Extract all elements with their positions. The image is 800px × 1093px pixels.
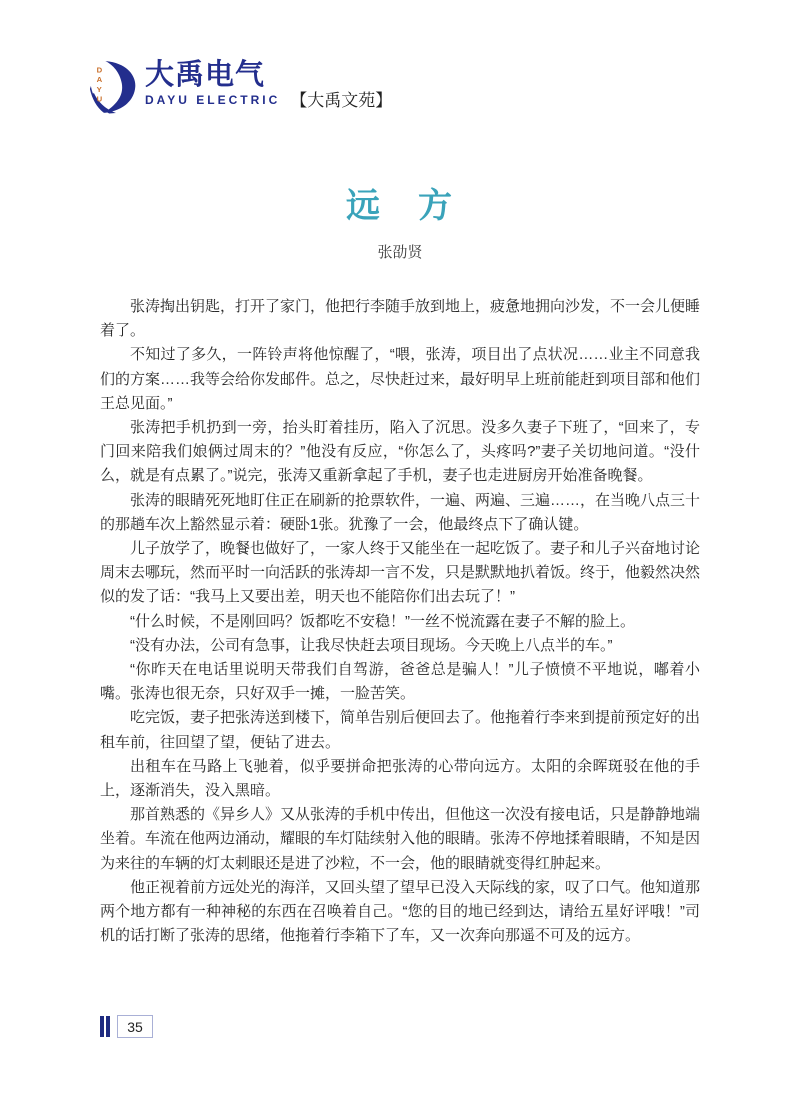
svg-text:D: D xyxy=(96,65,103,75)
article-paragraph: 出租车在马路上飞驰着，似乎要拼命把张涛的心带向远方。太阳的余晖斑驳在他的手上，逐渐消失，没入黑暗。 xyxy=(100,757,700,800)
footer-accent-bar xyxy=(100,1016,104,1037)
article-paragraph: “你昨天在电话里说明天带我们自驾游，爸爸总是骗人！”儿子愤愤不平地说，嘟着小嘴。张涛也很无奈，只好双手一摊，一脸苦笑。 xyxy=(100,661,700,703)
article-paragraph: 吃完饭，妻子把张涛送到楼下，简单告别后便回去了。他拖着行李来到提前预定好的出租车前，往回望了望，便钻了进去。 xyxy=(100,709,701,751)
article-paragraph: “什么时候，不是刚回吗？饭都吃不安稳！”一丝不悦流露在妻子不解的脸上。 xyxy=(130,612,635,630)
article-paragraph: 他正视着前方远处光的海洋，又回头望了望早已没入天际线的家，叹了口气。他知道那两个地方都有一种神秘的东西在召唤着自己。“您的目的地已经到达，请给五星好评哦！”司机的话打断了张涛的思绪，他拖着行李箱下了车，又一次奔向那遥不可及的远方。 xyxy=(100,878,701,945)
logo-english-name: DAYU ELECTRIC xyxy=(145,93,281,108)
svg-text:U: U xyxy=(96,94,103,104)
page-number: 35 xyxy=(117,1015,153,1038)
article-paragraph: 张涛把手机扔到一旁，抬头盯着挂历，陷入了沉思。没多久妻子下班了，“回来了，专门回来陪我们娘俩过周末的？”他没有反应，“你怎么了，头疼吗?”妻子关切地问道。“没什么，就是有点累了。”说完，张涛又重新拿起了手机，妻子也走进厨房开始准备晚餐。 xyxy=(100,419,700,485)
footer-accent-bar xyxy=(106,1016,110,1037)
article-author: 张劭贤 xyxy=(377,244,423,261)
article-title: 远 方 xyxy=(346,187,454,225)
section-tag: 【大禹文苑】 xyxy=(290,91,393,110)
article-paragraph: 儿子放学了，晚餐也做好了，一家人终于又能坐在一起吃饭了。妻子和儿子兴奋地讨论周末去哪玩，然而平时一向活跃的张涛却一言不发，只是默默地扒着饭。终于，他毅然决然似的发了话：“我马上又要出差，明天也不能陪你们出去玩了！” xyxy=(100,540,701,606)
dayu-d-swoosh-icon xyxy=(90,60,140,114)
svg-text:Y: Y xyxy=(96,84,102,94)
article-paragraph: 那首熟悉的《异乡人》又从张涛的手机中传出，但他这一次没有接电话，只是静静地端坐着。车流在他两边涌动，耀眼的车灯陆续射入他的眼睛。张涛不停地揉着眼睛，不知是因为来往的车辆的灯太刺眼还是进了沙粒，不一会，他的眼睛就变得红肿起来。 xyxy=(100,806,701,872)
logo-wordmark xyxy=(145,60,280,107)
article-paragraph: 不知过了多久，一阵铃声将他惊醒了，“喂，张涛，项目出了点状况……业主不同意我们的方案……我等会给你发邮件。总之，尽快赶过来，最好明早上班前能赶到项目部和他们王总见面。” xyxy=(100,346,701,412)
article-body xyxy=(100,295,700,948)
article-paragraph: 张涛的眼睛死死地盯住正在刷新的抢票软件，一遍、两遍、三遍……，在当晚八点三十的那趟车次上豁然显示着：硬卧1张。犹豫了一会，他最终点下了确认键。 xyxy=(100,491,701,533)
logo-chinese-name: 大禹电气 xyxy=(145,59,266,91)
page-header xyxy=(90,60,392,114)
svg-text:A: A xyxy=(96,75,103,85)
page-footer xyxy=(100,1015,153,1038)
article-paragraph: “没有办法，公司有急事，让我尽快赶去项目现场。今天晚上八点半的车。” xyxy=(130,636,613,654)
article-paragraph: 张涛掏出钥匙，打开了家门，他把行李随手放到地上，疲惫地拥向沙发，不一会儿便睡着了。 xyxy=(100,298,701,340)
company-logo xyxy=(90,60,280,114)
